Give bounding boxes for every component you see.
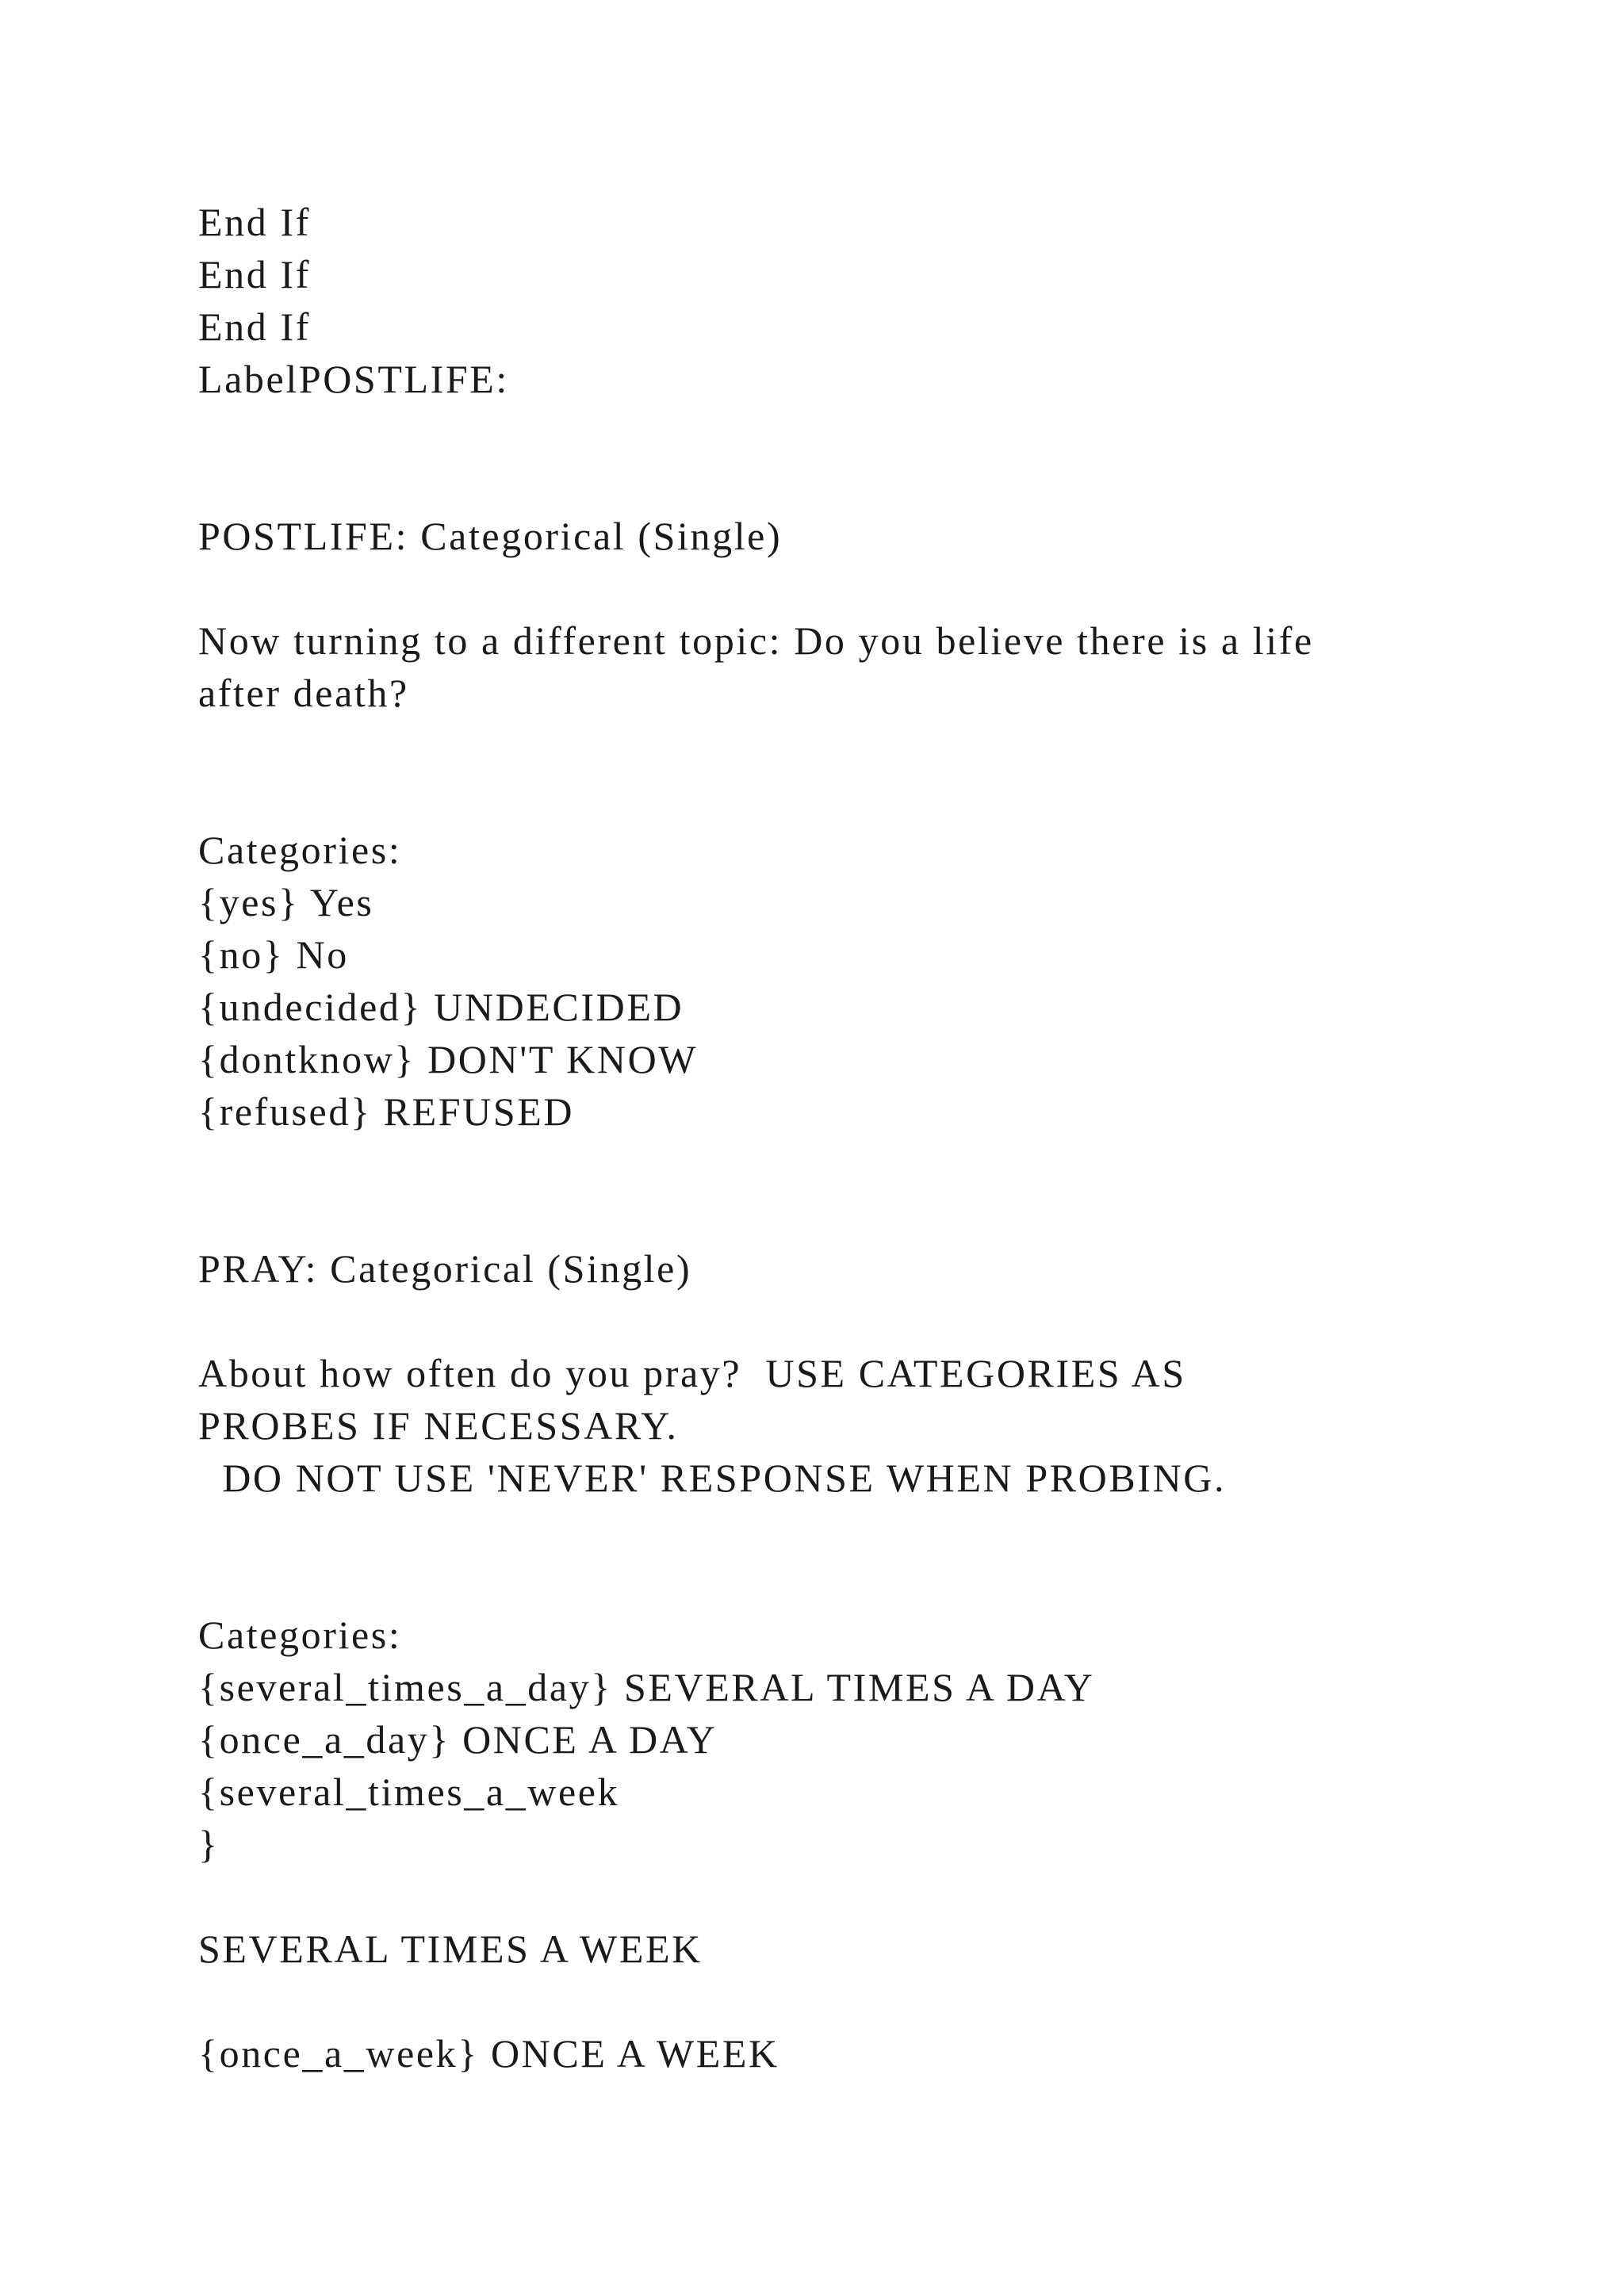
pray-question-line-1: About how often do you pray? USE CATEGORIES AS — [198, 1351, 1186, 1395]
postlife-heading: POSTLIFE: Categorical (Single) — [198, 514, 783, 558]
category-no: {no} No — [198, 932, 349, 977]
closing-brace: } — [198, 1822, 220, 1866]
category-several-times-a-week-label: SEVERAL TIMES A WEEK — [198, 1927, 703, 1971]
label-postlife: LabelPOSTLIFE: — [198, 357, 509, 401]
category-once-a-day: {once_a_day} ONCE A DAY — [198, 1717, 718, 1762]
category-several-times-a-week-code: {several_times_a_week — [198, 1770, 620, 1814]
pray-question-line-2: PROBES IF NECESSARY. — [198, 1403, 679, 1448]
category-dontknow: {dontknow} DON'T KNOW — [198, 1037, 699, 1081]
pray-categories-heading: Categories: — [198, 1613, 402, 1657]
postlife-categories-heading: Categories: — [198, 828, 402, 872]
category-undecided: {undecided} UNDECIDED — [198, 985, 684, 1029]
end-if-line-3: End If — [198, 304, 311, 349]
category-once-a-week: {once_a_week} ONCE A WEEK — [198, 2031, 779, 2076]
end-if-line-1: End If — [198, 200, 311, 244]
postlife-question-line-2: after death? — [198, 671, 409, 715]
pray-heading: PRAY: Categorical (Single) — [198, 1246, 692, 1291]
end-if-line-2: End If — [198, 252, 311, 297]
category-refused: {refused} REFUSED — [198, 1089, 575, 1134]
category-yes: {yes} Yes — [198, 880, 374, 924]
category-several-times-a-day: {several_times_a_day} SEVERAL TIMES A DAY — [198, 1665, 1095, 1709]
pray-question-line-3: DO NOT USE 'NEVER' RESPONSE WHEN PROBING. — [198, 1456, 1227, 1500]
postlife-question-line-1: Now turning to a different topic: Do you believe there is a life — [198, 618, 1314, 663]
